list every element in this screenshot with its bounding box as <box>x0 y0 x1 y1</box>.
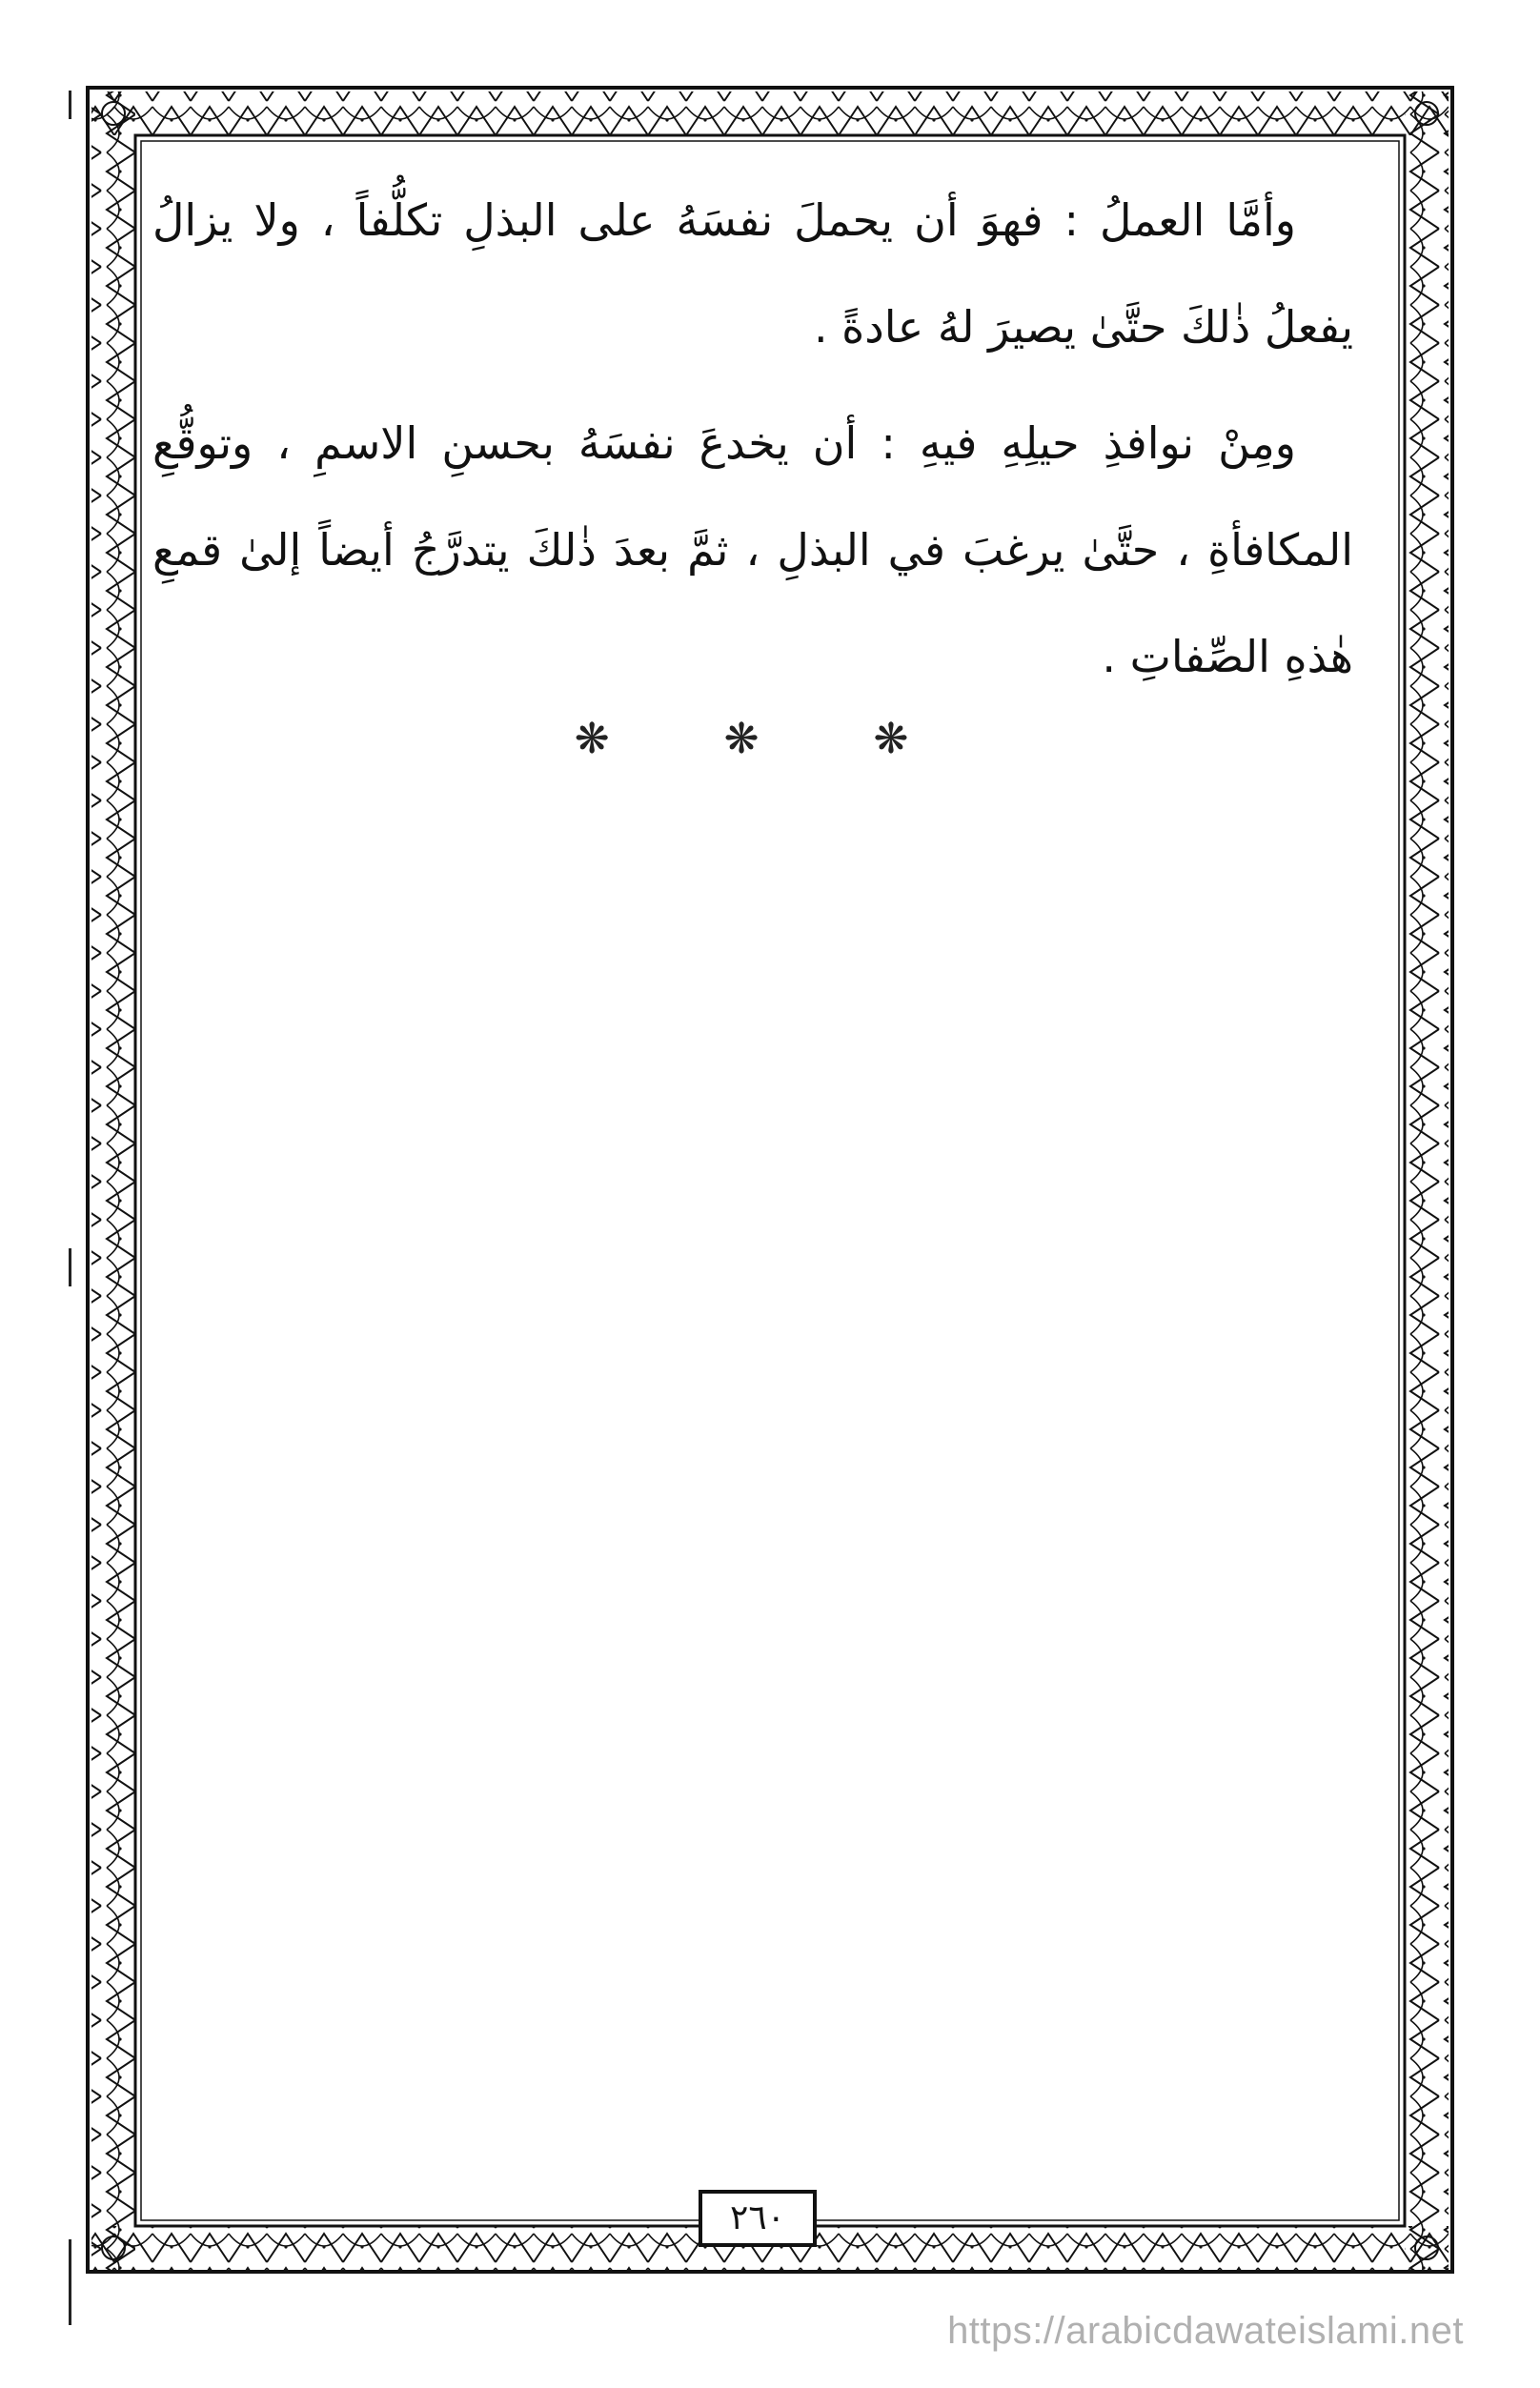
watermark-url: https://arabicdawateislami.net <box>947 2310 1464 2352</box>
margin-mark <box>69 91 71 119</box>
page-number: ٢٦٠ <box>699 2190 817 2247</box>
section-separator <box>0 715 1540 763</box>
body-text <box>152 167 1353 719</box>
paragraph-2: ومِنْ نوافذِ حيلِهِ فيهِ : أن يخدعَ نفسَهُ بحسنِ الاسمِ ، وتوقُّعِ المكافأةِ ، حتَّىٰ يرغبَ في البذلِ ، ثمَّ بعدَ ذٰلكَ يتدرَّجُ أيضاً إلىٰ قمعِ هٰذهِ الصِّفاتِ . <box>152 417 1353 682</box>
ornament-star-icon: ❋ <box>723 715 817 763</box>
ornament-star-icon: ❋ <box>574 715 667 763</box>
paragraph-1: وأمَّا العملُ : فهوَ أن يحملَ نفسَهُ على البذلِ تكلُّفاً ، ولا يزالُ يفعلُ ذٰلكَ حتَّىٰ يصيرَ لهُ عادةً . <box>152 194 1353 353</box>
ornament-star-icon: ❋ <box>873 715 966 763</box>
margin-mark <box>69 1248 71 1286</box>
margin-mark <box>69 2239 71 2325</box>
